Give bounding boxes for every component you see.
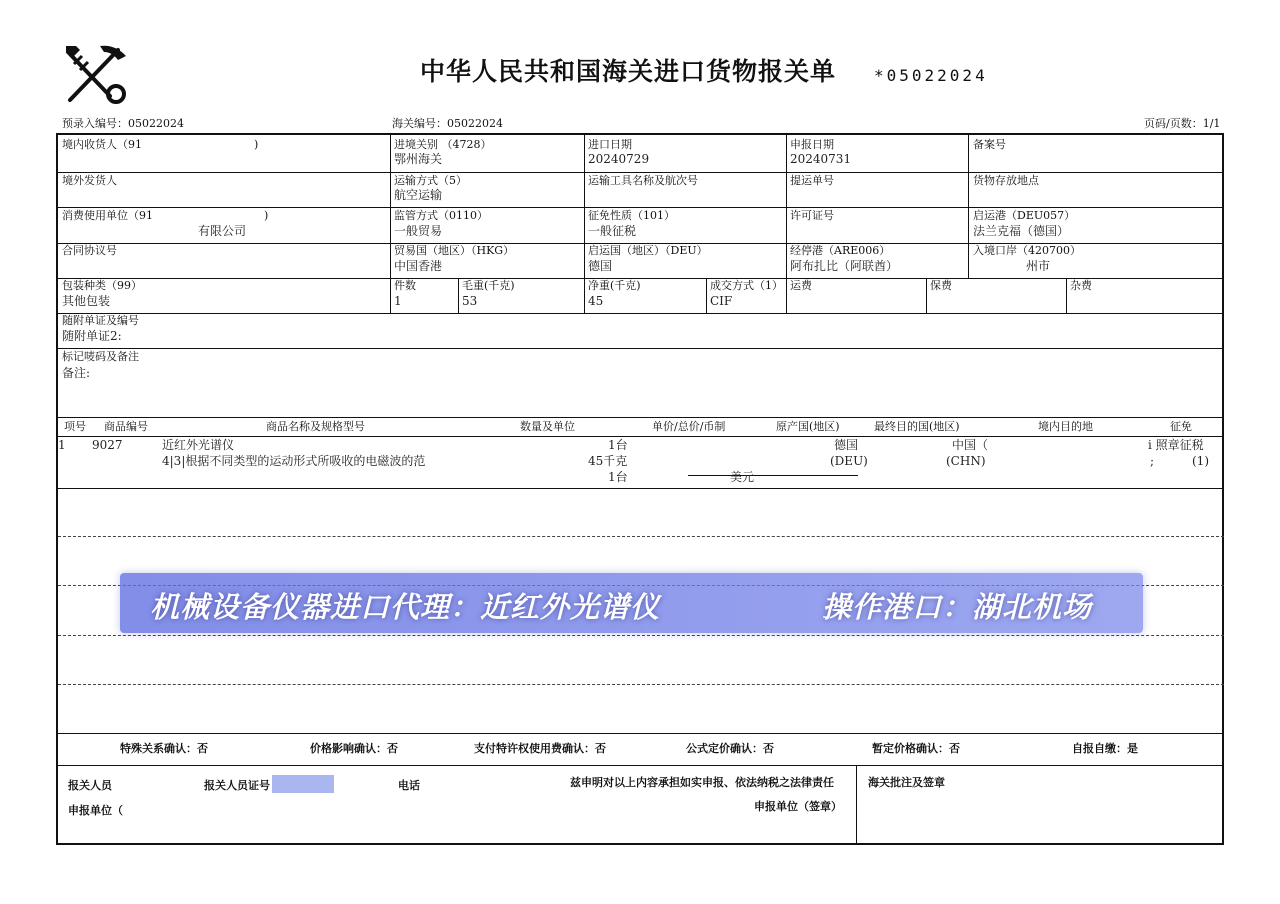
consignee-paren: ) (254, 138, 259, 151)
record-number-label: 备案号 (973, 138, 1006, 151)
goods-qty-3: 1台 (608, 470, 628, 484)
goods-header-item-no: 项号 (64, 420, 86, 433)
goods-header-levy: 征免 (1170, 420, 1192, 433)
goods-item-no: 1 (58, 438, 66, 452)
customs-emblem (60, 42, 130, 106)
attached-docs-label: 随附单证及编号 (62, 314, 139, 327)
goods-header-origin: 原产国(地区) (776, 420, 840, 433)
vehicle-label: 运输工具名称及航次号 (588, 174, 698, 187)
stop-port-value: 阿布扎比（阿联酋） (790, 259, 899, 273)
banner-right-text: 操作港口：湖北机场 (822, 590, 1093, 624)
special-relation-confirm: 特殊关系确认：否 (120, 742, 208, 755)
deal-mode-label: 成交方式（1） (710, 279, 783, 292)
stop-port-label: 经停港（ARE006） (790, 244, 891, 257)
bill-number-label: 提运单号 (790, 174, 834, 187)
declarant-seal-label: 申报单位（签章） (754, 800, 842, 813)
misc-fee-label: 杂费 (1070, 279, 1092, 292)
goods-header-domestic-dest: 境内目的地 (1038, 420, 1093, 433)
storage-location-label: 货物存放地点 (973, 174, 1039, 187)
supervision-value: 一般贸易 (394, 224, 443, 238)
attached-docs-value: 随附单证2: (62, 329, 122, 343)
goods-final-dest-code: (CHN) (946, 454, 986, 468)
transport-mode-value: 航空运输 (394, 188, 443, 202)
page-number: 页码/页数：1/1 (1144, 117, 1221, 130)
goods-header-name: 商品名称及规格型号 (266, 420, 365, 433)
declaration-form (56, 133, 1224, 845)
goods-header-final-dest: 最终目的国(地区) (874, 420, 960, 433)
broker-label: 报关人员 (68, 779, 112, 792)
import-date-label: 进口日期 (588, 138, 632, 151)
license-label: 许可证号 (790, 209, 834, 222)
self-pay-confirm: 自报自缴：是 (1072, 742, 1138, 755)
trade-country-label: 贸易国（地区）（HKG） (394, 244, 515, 257)
goods-levy-code: (1) (1192, 454, 1209, 468)
royalty-confirm: 支付特许权使用费确认：否 (474, 742, 606, 755)
levy-nature-label: 征免性质（101） (588, 209, 675, 222)
pieces-label: 件数 (394, 279, 416, 292)
customs-emblem-icon (60, 42, 130, 106)
price-impact-confirm: 价格影响确认：否 (310, 742, 398, 755)
goods-levy-semicolon: ; (1150, 454, 1155, 468)
goods-header-quantity: 数量及单位 (520, 420, 575, 433)
declare-date-label: 申报日期 (790, 138, 834, 151)
customs-number: 海关编号：05022024 (392, 117, 503, 130)
entry-port-label: 入境口岸（420700） (973, 244, 1081, 257)
goods-qty-2: 45千克 (588, 454, 628, 468)
consumer-unit-label: 消费使用单位（91 (62, 209, 153, 222)
goods-final-dest: 中国（ (952, 438, 989, 452)
barcode-text: *05022024 (874, 66, 988, 85)
declare-date-value: 20240731 (790, 152, 852, 166)
origin-country-value: 德国 (588, 259, 613, 273)
consumer-unit-value: 有限公司 (198, 224, 247, 238)
declarant-label: 申报单位（ (68, 804, 123, 817)
origin-country-label: 启运国（地区）（DEU） (588, 244, 708, 257)
marks-label: 标记唛码及备注 (62, 350, 139, 363)
contract-label: 合同协议号 (62, 244, 117, 257)
goods-qty-1: 1台 (608, 438, 628, 452)
pieces-value: 1 (394, 294, 402, 308)
deal-mode-value: CIF (710, 294, 733, 308)
banner-left-text: 机械设备仪器进口代理：近红外光谱仪 (150, 590, 661, 624)
transport-mode-label: 运输方式（5） (394, 174, 467, 187)
promo-banner (120, 573, 1143, 633)
broker-cert-label: 报关人员证号 (204, 779, 270, 792)
goods-header-hs-code: 商品编号 (104, 420, 148, 433)
provisional-price-confirm: 暂定价格确认：否 (872, 742, 960, 755)
departure-port-value: 法兰克福（德国） (973, 224, 1070, 238)
package-type-label: 包装种类（99） (62, 279, 142, 292)
trade-country-value: 中国香港 (394, 259, 443, 273)
consumer-unit-paren: ) (264, 209, 269, 222)
pre-entry-number: 预录入编号：05022024 (62, 117, 184, 130)
package-type-value: 其他包装 (62, 294, 111, 308)
goods-hs-code: 9027 (92, 438, 123, 452)
entry-customs-value: 鄂州海关 (394, 152, 443, 166)
redaction-block (272, 775, 334, 793)
legal-statement: 兹申明对以上内容承担如实申报、依法纳税之法律责任 (570, 776, 834, 789)
goods-spec: 4|3|根据不同类型的运动形式所吸收的电磁波的范 (162, 454, 426, 468)
supervision-label: 监管方式（0110） (394, 209, 488, 222)
net-weight-label: 净重(千克) (588, 279, 641, 292)
goods-levy: i 照章征税 (1148, 438, 1204, 452)
insurance-label: 保费 (930, 279, 952, 292)
customs-approval-label: 海关批注及签章 (868, 776, 945, 789)
goods-header-price: 单价/总价/币制 (652, 420, 726, 433)
entry-port-value: 州市 (1026, 259, 1051, 273)
levy-nature-value: 一般征税 (588, 224, 637, 238)
freight-label: 运费 (790, 279, 812, 292)
import-date-value: 20240729 (588, 152, 650, 166)
consignee-label: 境内收货人（91 (62, 138, 142, 151)
formula-price-confirm: 公式定价确认：否 (686, 742, 774, 755)
entry-customs-label: 进境关别 （4728） (394, 138, 492, 151)
phone-label: 电话 (398, 779, 420, 792)
gross-weight-value: 53 (462, 294, 478, 308)
goods-name: 近红外光谱仪 (162, 438, 235, 452)
page-title: 中华人民共和国海关进口货物报关单 (420, 57, 837, 86)
goods-origin-code: (DEU) (830, 454, 868, 468)
goods-currency: 美元 (730, 470, 755, 484)
net-weight-value: 45 (588, 294, 604, 308)
remark-label: 备注: (62, 366, 91, 380)
overseas-shipper-label: 境外发货人 (62, 174, 117, 187)
goods-origin: 德国 (834, 438, 859, 452)
departure-port-label: 启运港（DEU057） (973, 209, 1076, 222)
gross-weight-label: 毛重(千克) (462, 279, 515, 292)
